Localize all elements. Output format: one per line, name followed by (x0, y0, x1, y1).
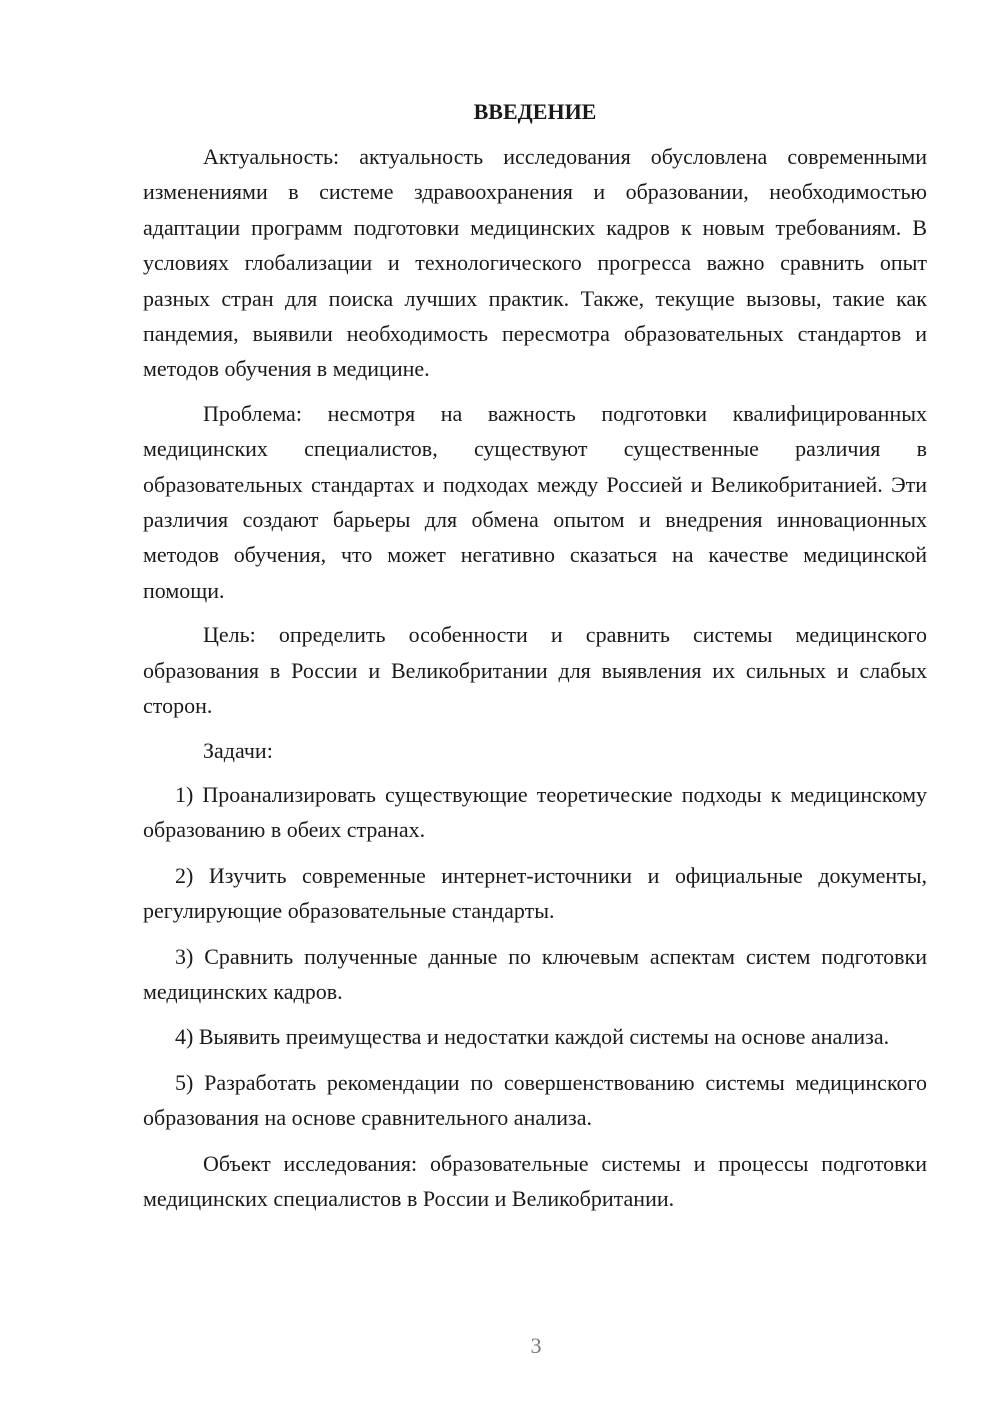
tasks-heading: Задачи: (203, 737, 273, 763)
task-item: 2) Изучить современные интернет-источники и официальные документы, регулирующие образовательные стандарты. (143, 862, 927, 924)
task-item: 5) Разработать рекомендации по совершенствованию системы медицинского образования на основе сравнительного анализа. (143, 1069, 927, 1131)
document-body (143, 94, 927, 1225)
task-item: 3) Сравнить полученные данные по ключевым аспектам систем подготовки медицинских кадров. (143, 943, 927, 1004)
section-title: ВВЕДЕНИЕ (473, 99, 597, 124)
task-item: 1) Проанализировать существующие теоретические подходы к медицинскому образованию в обеих странах. (143, 781, 927, 843)
page-number: 3 (530, 1333, 542, 1358)
goal-paragraph: Цель: определить особенности и сравнить системы медицинского образования в России и Великобритании для выявления их сильных и слабых сторон. (143, 622, 927, 719)
problem-paragraph: Проблема: несмотря на важность подготовки квалифицированных медицинских специалистов, существуют существенные различия в образовательных стандартах и подходах между Россией и Великобританией. Эти различия создают барьеры для обмена опытом и внедрения инновационных методов обучения, что может негативно сказаться на качестве медицинской помощи. (143, 400, 927, 603)
object-paragraph: Объект исследования: образовательные системы и процессы подготовки медицинских специалистов в России и Великобритании. (143, 1150, 927, 1211)
task-item: 4) Выявить преимущества и недостатки каждой системы на основе анализа. (175, 1024, 890, 1050)
relevance-paragraph: Актуальность: актуальность исследования обусловлена современными изменениями в системе здравоохранения и образовании, необходимостью адаптации программ подготовки медицинских кадров к новым требованиям. В условиях глобализации и технологического прогресса важно сравнить опыт разных стран для поиска лучших практик. Также, текущие вызовы, такие как пандемия, выявили необходимость пересмотра образовательных стандартов и методов обучения в медицине. (143, 144, 927, 382)
